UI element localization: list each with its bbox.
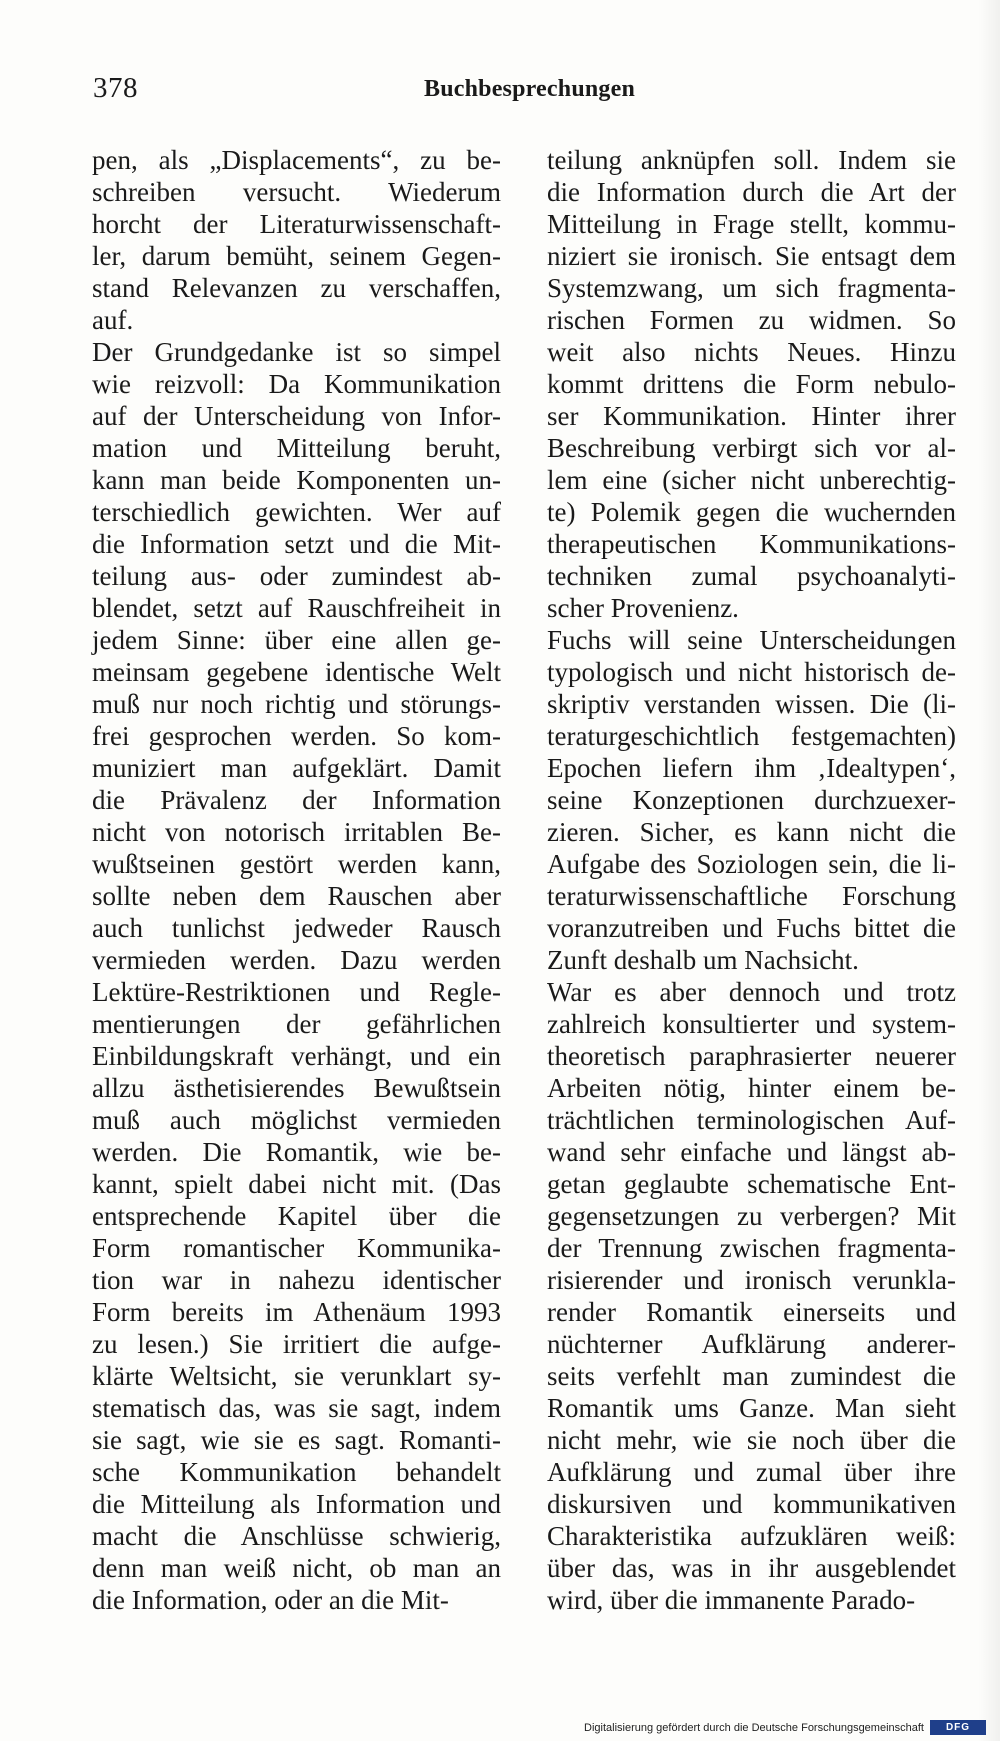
text-line: blendet, setzt auf Rauschfreiheit in <box>92 593 501 623</box>
text-line: weit also nichts Neues. Hinzu <box>547 337 956 367</box>
text-line: niziert sie ironisch. Sie entsagt dem <box>547 241 956 271</box>
text-line: schreiben versucht. Wiederum <box>92 177 501 207</box>
text-line: die Information durch die Art der <box>547 177 956 207</box>
text-line: stand Relevanzen zu verschaffen, <box>92 273 501 303</box>
text-line: te) Polemik gegen die wuchernden <box>547 497 956 527</box>
text-line: War es aber dennoch und trotz <box>547 977 956 1007</box>
text-line: entsprechende Kapitel über die <box>92 1201 501 1231</box>
text-line: Arbeiten nötig, hinter einem be- <box>547 1073 956 1103</box>
text-line: frei gesprochen werden. So kom- <box>92 721 501 751</box>
text-line: muß nur noch richtig und störungs- <box>92 689 501 719</box>
text-line: risierender und ironisch verunkla- <box>547 1265 956 1295</box>
text-line: zu lesen.) Sie irritiert die aufge- <box>92 1329 501 1359</box>
text-line: wand sehr einfache und längst ab- <box>547 1137 956 1167</box>
text-line: auch tunlichst jedweder Rausch <box>92 913 501 943</box>
text-line: kann man beide Komponenten un- <box>92 465 501 495</box>
text-line: über das, was in ihr ausgeblendet <box>547 1553 956 1583</box>
text-line: werden. Die Romantik, wie be- <box>92 1137 501 1167</box>
text-line: render Romantik einerseits und <box>547 1297 956 1327</box>
text-line: diskursiven und kommunikativen <box>547 1489 956 1519</box>
text-line: Epochen liefern ihm ‚Idealtypen‘, <box>547 753 956 783</box>
text-line: wie reizvoll: Da Kommunikation <box>92 369 501 399</box>
text-line: macht die Anschlüsse schwierig, <box>92 1521 501 1551</box>
text-line: stematisch das, was sie sagt, indem <box>92 1393 501 1423</box>
text-line: theoretisch paraphrasierter neuerer <box>547 1041 956 1071</box>
text-line: zahlreich konsultierter und system- <box>547 1009 956 1039</box>
text-line: Lektüre-Restriktionen und Regle- <box>92 977 501 1007</box>
text-line: kommt drittens die Form nebulo- <box>547 369 956 399</box>
text-line: Aufklärung und zumal über ihre <box>547 1457 956 1487</box>
text-line: vermieden werden. Dazu werden <box>92 945 501 975</box>
text-line: Systemzwang, um sich fragmenta- <box>547 273 956 303</box>
text-line: die Information, oder an die Mit- <box>92 1585 449 1615</box>
text-line: pen, als „Displacements“, zu be- <box>92 145 501 175</box>
text-line: voranzutreiben und Fuchs bittet die <box>547 913 956 943</box>
text-line: techniken zumal psychoanalyti- <box>547 561 956 591</box>
text-line: teraturgeschichtlich festgemachten) <box>547 721 956 751</box>
text-line: horcht der Literaturwissenschaft- <box>92 209 501 239</box>
running-head: Buchbesprechungen <box>424 76 636 102</box>
digitization-credit: Digitalisierung gefördert durch die Deutsche Forschungsgemeinschaft <box>584 1722 924 1734</box>
text-line: ler, darum bemüht, seinem Gegen- <box>92 241 501 271</box>
text-line: Zunft deshalb um Nachsicht. <box>547 945 859 975</box>
text-line: nicht von notorisch irritablen Be- <box>92 817 501 847</box>
text-line: lem eine (sicher nicht unberechtig- <box>547 465 956 495</box>
text-line: Beschreibung verbirgt sich vor al- <box>547 433 956 463</box>
text-line: seits verfehlt man zumindest die <box>547 1361 956 1391</box>
text-line: scher Provenienz. <box>547 593 739 623</box>
text-line: skriptiv verstanden wissen. Die (li- <box>547 689 956 719</box>
text-line: Mitteilung in Frage stellt, kommu- <box>547 209 956 239</box>
text-line: denn man weiß nicht, ob man an <box>92 1553 501 1583</box>
text-line: Romantik ums Ganze. Man sieht <box>547 1393 956 1423</box>
text-line: Form romantischer Kommunika- <box>92 1233 501 1263</box>
text-line: ser Kommunikation. Hinter ihrer <box>547 401 956 431</box>
text-line: die Information setzt und die Mit- <box>92 529 501 559</box>
text-line: wird, über die immanente Parado- <box>547 1585 916 1615</box>
text-line: sie sagt, wie sie es sagt. Romanti- <box>92 1425 501 1455</box>
text-line: Der Grundgedanke ist so simpel <box>92 337 501 367</box>
text-line: nüchterner Aufklärung anderer- <box>547 1329 956 1359</box>
text-line: sollte neben dem Rauschen aber <box>92 881 501 911</box>
scan-edge-shadow <box>978 0 1000 1741</box>
text-line: trächtlichen terminologischen Auf- <box>547 1105 956 1135</box>
text-line: Aufgabe des Soziologen sein, die li- <box>547 849 956 879</box>
text-line: seine Konzeptionen durchzuexer- <box>547 785 956 815</box>
right-text-column <box>547 144 956 1616</box>
text-line: meinsam gegebene identische Welt <box>92 657 501 687</box>
text-line: Einbildungskraft verhängt, und ein <box>92 1041 501 1071</box>
text-line: der Trennung zwischen fragmenta- <box>547 1233 956 1263</box>
text-line: gegensetzungen zu verbergen? Mit <box>547 1201 956 1231</box>
text-line: nicht mehr, wie sie noch über die <box>547 1425 956 1455</box>
text-line: zieren. Sicher, es kann nicht die <box>547 817 956 847</box>
text-line: rischen Formen zu widmen. So <box>547 305 956 335</box>
text-line: terschiedlich gewichten. Wer auf <box>92 497 501 527</box>
text-line: kannt, spielt dabei nicht mit. (Das <box>92 1169 501 1199</box>
text-line: die Prävalenz der Information <box>92 785 501 815</box>
text-line: mentierungen der gefährlichen <box>92 1009 501 1039</box>
text-line: jedem Sinne: über eine allen ge- <box>92 625 501 655</box>
text-line: auf. <box>92 305 134 335</box>
text-line: teraturwissenschaftliche Forschung <box>547 881 956 911</box>
dfg-logo: DFG <box>930 1720 986 1735</box>
page-number: 378 <box>93 72 138 104</box>
text-line: wußtseinen gestört werden kann, <box>92 849 501 879</box>
text-line: tion war in nahezu identischer <box>92 1265 501 1295</box>
text-line: muß auch möglichst vermieden <box>92 1105 501 1135</box>
text-line: mation und Mitteilung beruht, <box>92 433 501 463</box>
text-line: auf der Unterscheidung von Infor- <box>92 401 501 431</box>
text-line: Fuchs will seine Unterscheidungen <box>547 625 956 655</box>
text-line: teilung aus- oder zumindest ab- <box>92 561 501 591</box>
text-line: Charakteristika aufzuklären weiß: <box>547 1521 956 1551</box>
text-line: klärte Weltsicht, sie verunklart sy- <box>92 1361 501 1391</box>
text-line: sche Kommunikation behandelt <box>92 1457 501 1487</box>
text-line: allzu ästhetisierendes Bewußtsein <box>92 1073 501 1103</box>
text-line: typologisch und nicht historisch de- <box>547 657 956 687</box>
text-line: getan geglaubte schematische Ent- <box>547 1169 956 1199</box>
text-line: muniziert man aufgeklärt. Damit <box>92 753 501 783</box>
text-line: Form bereits im Athenäum 1993 <box>92 1297 501 1327</box>
text-line: therapeutischen Kommunikations- <box>547 529 956 559</box>
text-line: die Mitteilung als Information und <box>92 1489 501 1519</box>
text-line: teilung anknüpfen soll. Indem sie <box>547 145 956 175</box>
left-text-column <box>92 144 501 1616</box>
